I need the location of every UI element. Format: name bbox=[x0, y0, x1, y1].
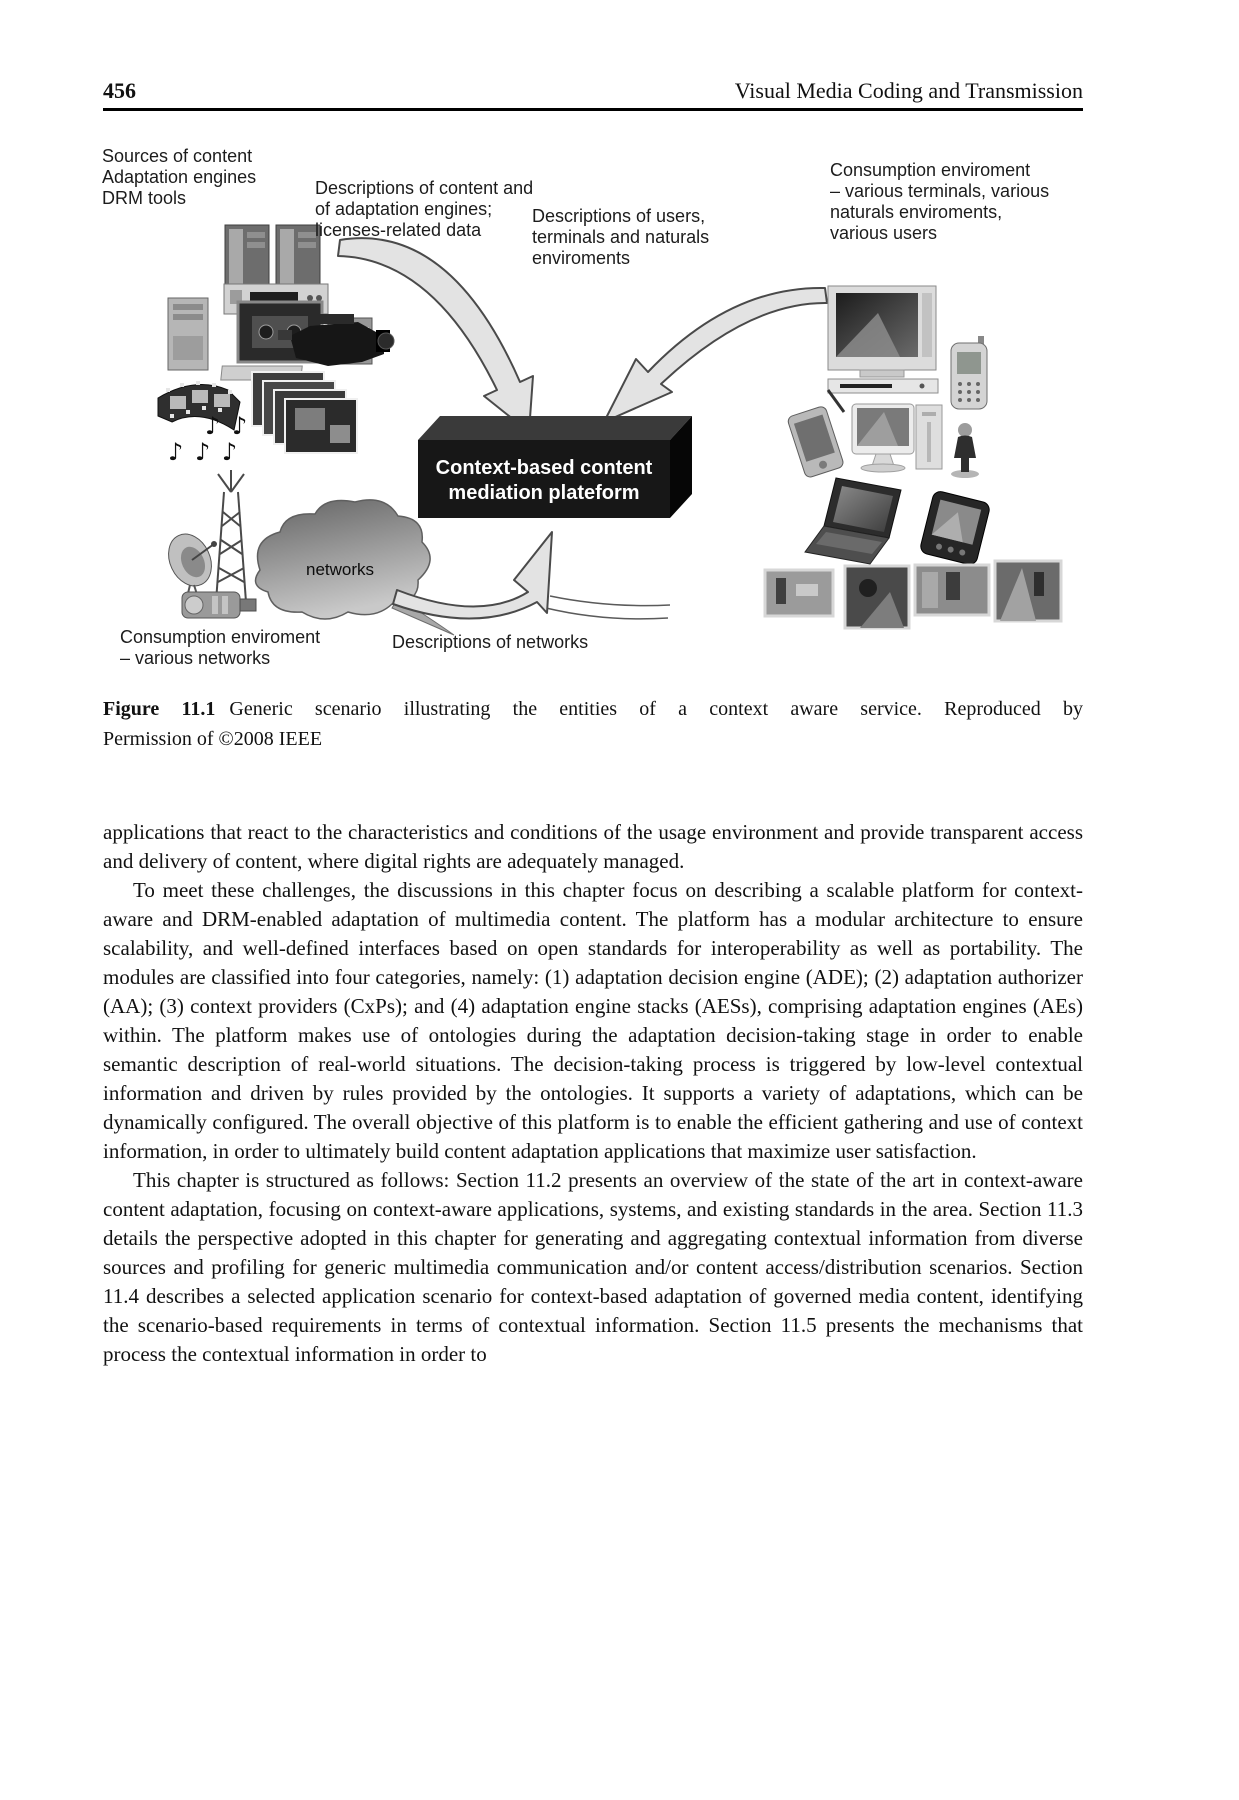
mobile-phone-icon bbox=[951, 336, 987, 409]
body-text bbox=[103, 818, 1083, 1369]
consumption-networks-label: Consumption enviroment – various networks bbox=[120, 627, 321, 668]
paragraph: This chapter is structured as follows: Section 11.2 presents an overview of the state of the art in context-aware content adaptation, focusing on context-aware applications, systems, and existing standards in the area. Section 11.3 details the perspective adopted in this chapter for generating and aggregating contextual information from diverse sources and profiling for generic multimedia communication and/or content access/distribution scenarios. Section 11.4 describes a selected application scenario for context-based adaptation of governed media content, identifying the scenario-based requirements in terms of contextual information. Section 11.5 presents the mechanisms that process the contextual information in order to bbox=[103, 1168, 1083, 1366]
caption-label: Figure 11.1 bbox=[103, 698, 216, 720]
networks-cloud-label: networks bbox=[305, 560, 375, 579]
figure-caption bbox=[103, 694, 1083, 754]
desktop-computer-icon bbox=[852, 404, 942, 472]
caption-line-1 bbox=[103, 694, 1083, 724]
dvd-player-icon bbox=[828, 379, 938, 393]
figurine-icon bbox=[951, 423, 979, 478]
descriptions-content-label: Descriptions of content and of adaptation engines; licenses-related data bbox=[315, 178, 534, 240]
caption-text: Generic scenario illustrating the entities of a context aware service. Reproduced by bbox=[229, 698, 1083, 720]
figure-11-1 bbox=[100, 140, 1100, 675]
mediation-box-label: Context-based content mediation plateform bbox=[435, 457, 653, 504]
user-photos-icon bbox=[765, 561, 1061, 628]
pda-stylus-icon bbox=[787, 390, 845, 479]
page-number: 456 bbox=[103, 78, 136, 103]
descriptions-networks-label: Descriptions of networks bbox=[392, 632, 589, 652]
arrow-users-icon bbox=[604, 288, 827, 422]
caption-line-2: Permission of ©2008 IEEE bbox=[103, 728, 323, 750]
descriptions-users-label: Descriptions of users, terminals and naturals enviroments bbox=[532, 206, 710, 268]
music-notes-icon: ♪ ♪ ♪ bbox=[168, 438, 240, 466]
running-header: Visual Media Coding and Transmission bbox=[734, 78, 1083, 103]
arrow-networks-icon bbox=[393, 532, 670, 619]
paragraph: applications that react to the characteristics and conditions of the usage environment and provide transparent access and delivery of content, where digital rights are adequately managed. bbox=[103, 820, 1083, 873]
tv-icon bbox=[828, 286, 936, 377]
paragraph: To meet these challenges, the discussions in this chapter focus on describing a scalable platform for context-aware and DRM-enabled adaptation of multimedia content. The platform has a modular architecture to ensure scalability, and well-defined interfaces based on open standards for interoperability as well as portability. The modules are classified into four categories, namely: (1) adaptation decision engine (ADE); (2) adaptation authorizer (AA); (3) context providers (CxPs); and (4) adaptation engine stacks (AESs), comprising adaptation engines (AEs) within. The platform makes use of ontologies during the adaptation decision-taking stage in order to enable semantic description of real-world situations. The decision-taking process is triggered by low-level contextual information and driven by rules provided by the ontologies. It supports a variety of adaptations, which can be dynamically configured. The overall objective of this platform is to enable the efficient gathering and use of context information, in order to ultimately build content adaptation applications that maximize user satisfaction. bbox=[103, 878, 1083, 1163]
antenna-tower-icon bbox=[216, 470, 246, 602]
laptop-icon bbox=[805, 478, 901, 564]
consumption-terminals-label: Consumption enviroment – various terminals, various naturals enviroments, various users bbox=[830, 160, 1050, 243]
sources-label: Sources of content Adaptation engines DRM tools bbox=[102, 146, 257, 208]
page-header bbox=[103, 78, 1083, 104]
header-rule bbox=[103, 108, 1083, 111]
computer-tower-icon bbox=[168, 298, 208, 370]
portable-player-icon bbox=[919, 490, 991, 566]
photo-stack-icon bbox=[252, 372, 357, 453]
music-notes-icon: ♪ ♪ bbox=[205, 412, 250, 440]
